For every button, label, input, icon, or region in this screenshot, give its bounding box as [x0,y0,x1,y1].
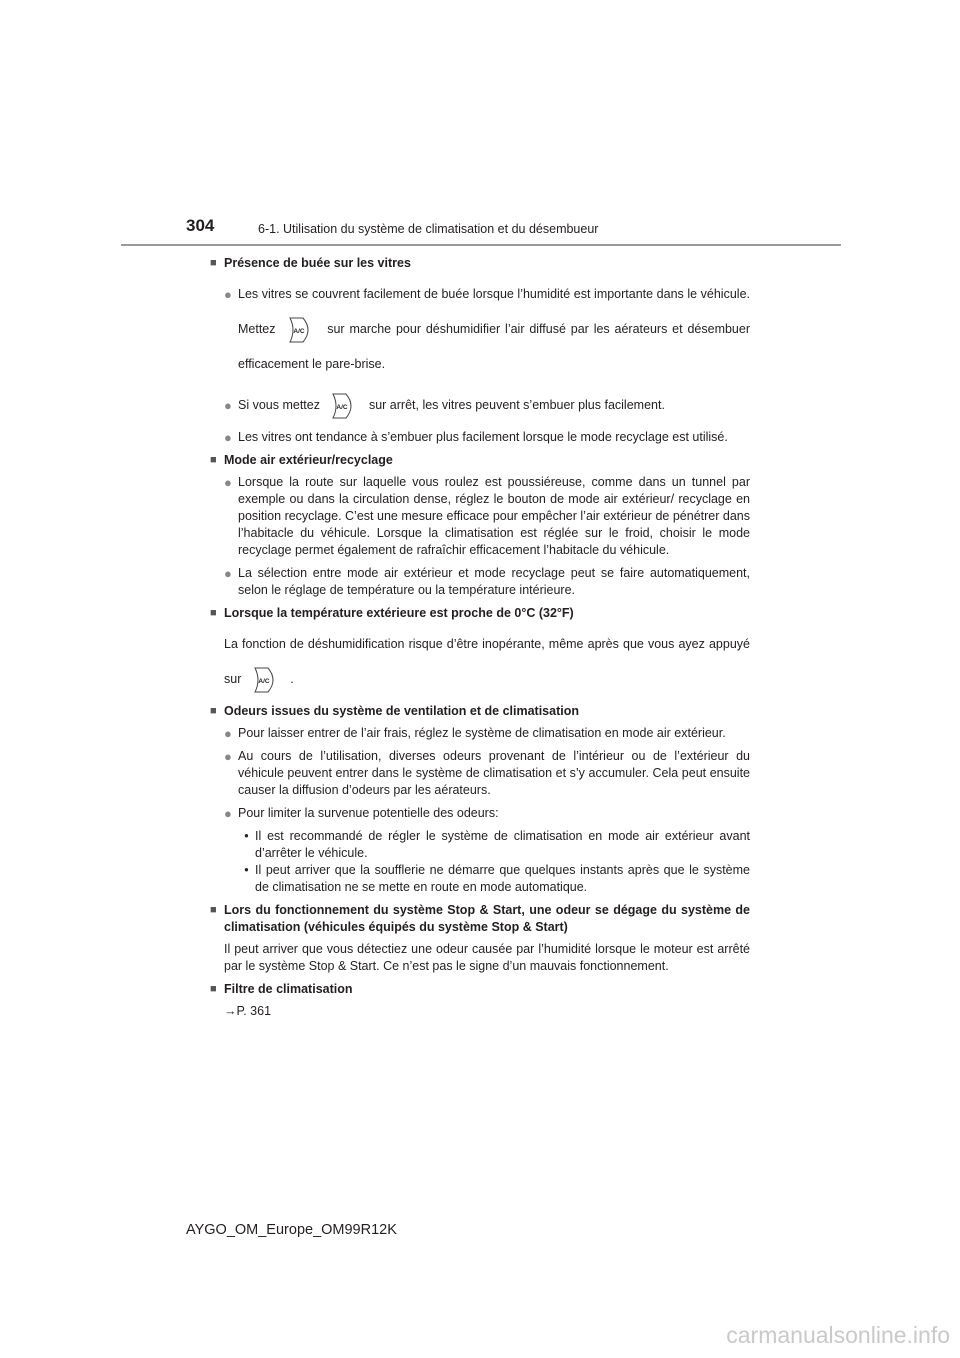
sub-bullet-text: Il est recommandé de régler le système de climatisation en mode air extérieur avant d’arrêter le véhicule. [255,829,750,860]
heading-text: Odeurs issues du système de ventilation et de climatisation [224,704,579,718]
a-c-button-icon [251,666,281,694]
bullet-icon: ● [224,726,232,741]
bullet-item [224,725,750,742]
sub-bullet-text: Il peut arriver que la soufflerie ne démarre que quelques instants après que le système de climatisation ne se mette en route en mode automatique. [255,863,750,894]
page-reference-link[interactable]: →P. 361 [224,1004,272,1018]
section-heading [210,902,750,936]
heading-text: Filtre de climatisation [224,982,353,996]
document-id: AYGO_OM_Europe_OM99R12K [186,1222,397,1238]
section-cold-temperature [210,605,750,697]
section-heading [210,981,750,998]
bullet-icon: ● [224,806,232,821]
section-fogging [210,255,750,446]
square-marker-icon: ■ [210,705,217,717]
section-air-mode [210,452,750,599]
heading-text: Mode air extérieur/recyclage [224,453,393,467]
bullet-icon: ● [224,475,232,490]
bullet-text: sur marche pour déshumidifier l’air diffusé par les aérateurs et désembuer efficacement le pare-brise. [238,322,750,371]
paragraph: Il peut arriver que vous détectiez une odeur causée par l’humidité lorsque le moteur est arrêté par le système Stop & Start. Ce n’est pas le signe d’un mauvais fonctionnement. [224,942,750,973]
section-ac-filter [210,981,750,1020]
bullet-text: sur arrêt, les vitres peuvent s’embuer plus facilement. [368,398,665,412]
watermark: carmanualsonline.info [726,1322,950,1348]
square-marker-icon: ■ [210,257,217,269]
section-stop-start-odor [210,902,750,975]
heading-text: Lorsque la température extérieure est proche de 0°C (32°F) [224,606,574,620]
bullet-item [224,429,750,446]
bullet-text: La sélection entre mode air extérieur et mode recyclage peut se faire automatiquement, selon le réglage de température ou la température intérieure. [238,566,750,597]
section-heading [210,255,750,272]
bullet-icon: ● [224,566,232,581]
section-heading [210,452,750,469]
bullet-item [224,748,750,799]
a-c-button-icon [329,392,359,420]
bullet-text: Lorsque la route sur laquelle vous roulez est poussiéreuse, comme dans un tunnel par exemple ou dans la circulation dense, réglez le bouton de mode air extérieur/ recyclage en position recyclage. C’est une mesure efficace pour empêcher l’air extérieur de pénétrer dans l’habitacle du véhicule. Lorsque la climatisation est réglée sur le froid, choisir le mode recyclage permet également de rafraîchir efficacement l’habitacle du véhicule. [238,475,750,557]
sub-bullet-item [238,862,750,896]
a-c-label: A/C [258,677,270,685]
square-marker-icon: ■ [210,607,217,619]
bullet-text: Au cours de l’utilisation, diverses odeurs provenant de l’intérieur ou de l’extérieur du véhicule peuvent entrer dans le système de climatisation et s’y accumuler. Cela peut ensuite causer la diffusion d’odeurs par les aérateurs. [238,749,750,797]
a-c-label: A/C [336,403,349,411]
square-marker-icon: ■ [210,454,217,466]
header-divider [121,244,841,246]
heading-text: Présence de buée sur les vitres [224,256,411,270]
bullet-item [224,277,750,382]
a-c-label: A/C [293,327,305,335]
bullet-item [224,565,750,599]
bullet-icon: ● [224,398,232,413]
bullet-item [224,388,750,423]
section-heading [210,703,750,720]
bullet-text: Les vitres se couvrent facilement de buée lorsque l’humidité est importante dans le véhicule. Mettez [238,287,750,336]
bullet-text: Pour laisser entrer de l’air frais, réglez le système de climatisation en mode air extérieur. [238,726,726,740]
square-marker-icon: ■ [210,983,217,995]
bullet-text: Pour limiter la survenue potentielle des odeurs: [238,806,499,820]
paragraph-text: La fonction de déshumidification risque d’être inopérante, même après que vous ayez appuyé sur [224,637,750,686]
section-title: 6-1. Utilisation du système de climatisation et du désembueur [258,222,599,236]
a-c-button-icon [286,316,316,344]
page-number: 304 [186,216,215,235]
bullet-icon: ● [224,430,232,445]
section-heading [210,605,750,622]
paragraph [224,627,750,697]
bullet-item [224,805,750,822]
heading-text: Lors du fonctionnement du système Stop & Start, une odeur se dégage du système de climatisation (véhicules équipés du système Stop & Start) [224,903,750,934]
square-marker-icon: ■ [210,904,217,916]
bullet-text: Si vous mettez [238,398,320,412]
sub-bullet-item [238,828,750,862]
page-content [210,255,750,1026]
bullet-icon: ● [224,287,232,302]
sub-bullet-icon: • [244,829,249,843]
bullet-item [224,474,750,559]
bullet-text: Les vitres ont tendance à s’embuer plus facilement lorsque le mode recyclage est utilisé. [238,430,728,444]
section-odors [210,703,750,896]
paragraph-text: . [290,672,294,686]
bullet-icon: ● [224,749,232,764]
sub-bullet-icon: • [244,863,249,877]
